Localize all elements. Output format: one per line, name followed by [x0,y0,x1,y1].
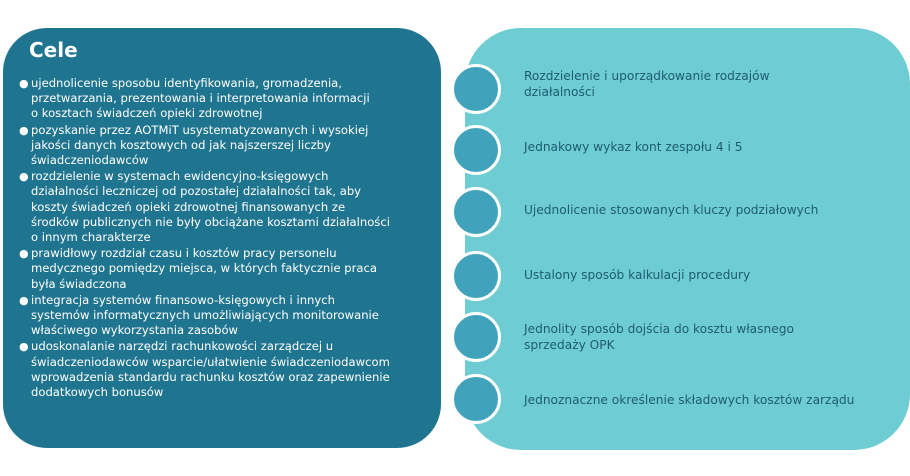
goal-item: ● ujednolicenie sposobu identyfikowania, gromadzenia, przetwarzania, prezentowania i interpretowania informacji o kosztach świadczeń opieki zdrowotnej [19,76,370,121]
outcome-item: Jednolity sposób dojścia do kosztu własnego sprzedaży OPK [524,322,794,352]
goal-item: ● pozyskanie przez AOTMiT usystematyzowanych i wysokiej jakości danych kosztowych od jak najszerszej liczby świadczeniodawców [19,122,369,168]
outcome-item: Ujednolicenie stosowanych kluczy podziałowych [524,203,819,217]
bullet-icon: ● [19,123,29,137]
bullet-icon: ● [19,247,29,261]
circle-connector-icon [451,251,501,301]
outcome-item: Ustalony sposób kalkulacji procedury [524,268,751,282]
outcome-item: Jednakowy wykaz kont zespołu 4 i 5 [524,140,743,154]
circle-connector-icon [451,312,501,362]
bullet-icon: ● [19,293,29,307]
outcome-item: Rozdzielenie i uporządkowanie rodzajów działalności [524,69,770,99]
bullet-icon: ● [19,340,29,354]
circle-connector-icon [451,64,501,114]
circle-connector-icon [451,374,501,424]
goals-list [21,76,427,400]
outcome-item: Jednoznaczne określenie składowych kosztów zarządu [524,393,855,407]
goal-item: ● rozdzielenie w systemach ewidencyjno-księgowych działalności leczniczej od pozostałej działalności tak, aby koszty świadczeń opieki zdrowotnej finansowanych ze środków publicznych nie były obciążane kosztami działalności o innym charakterze [19,169,390,245]
circle-connector-icon [451,187,501,237]
goal-item: ● prawidłowy rozdział czasu i kosztów pracy personelu medycznego pomiędzy miejsca, w których faktycznie praca była świadczona [19,246,377,291]
circle-connector-icon [451,125,501,175]
goal-item: ● udoskonalanie narzędzi rachunkowości zarządczej u świadczeniodawców wsparcie/ułatwienie świadczeniodawcom wprowadzenia standardu rachunku kosztów oraz zapewnienie dodatkowych bonusów [19,339,390,400]
goal-item: ● integracja systemów finansowo-księgowych i innych systemów informatycznych umożliwiających monitorowanie właściwego wykorzystania zasobów [19,292,379,338]
goals-panel [3,28,441,448]
goals-title: Cele [29,38,78,62]
bullet-icon: ● [19,77,29,90]
bullet-icon: ● [19,170,29,184]
